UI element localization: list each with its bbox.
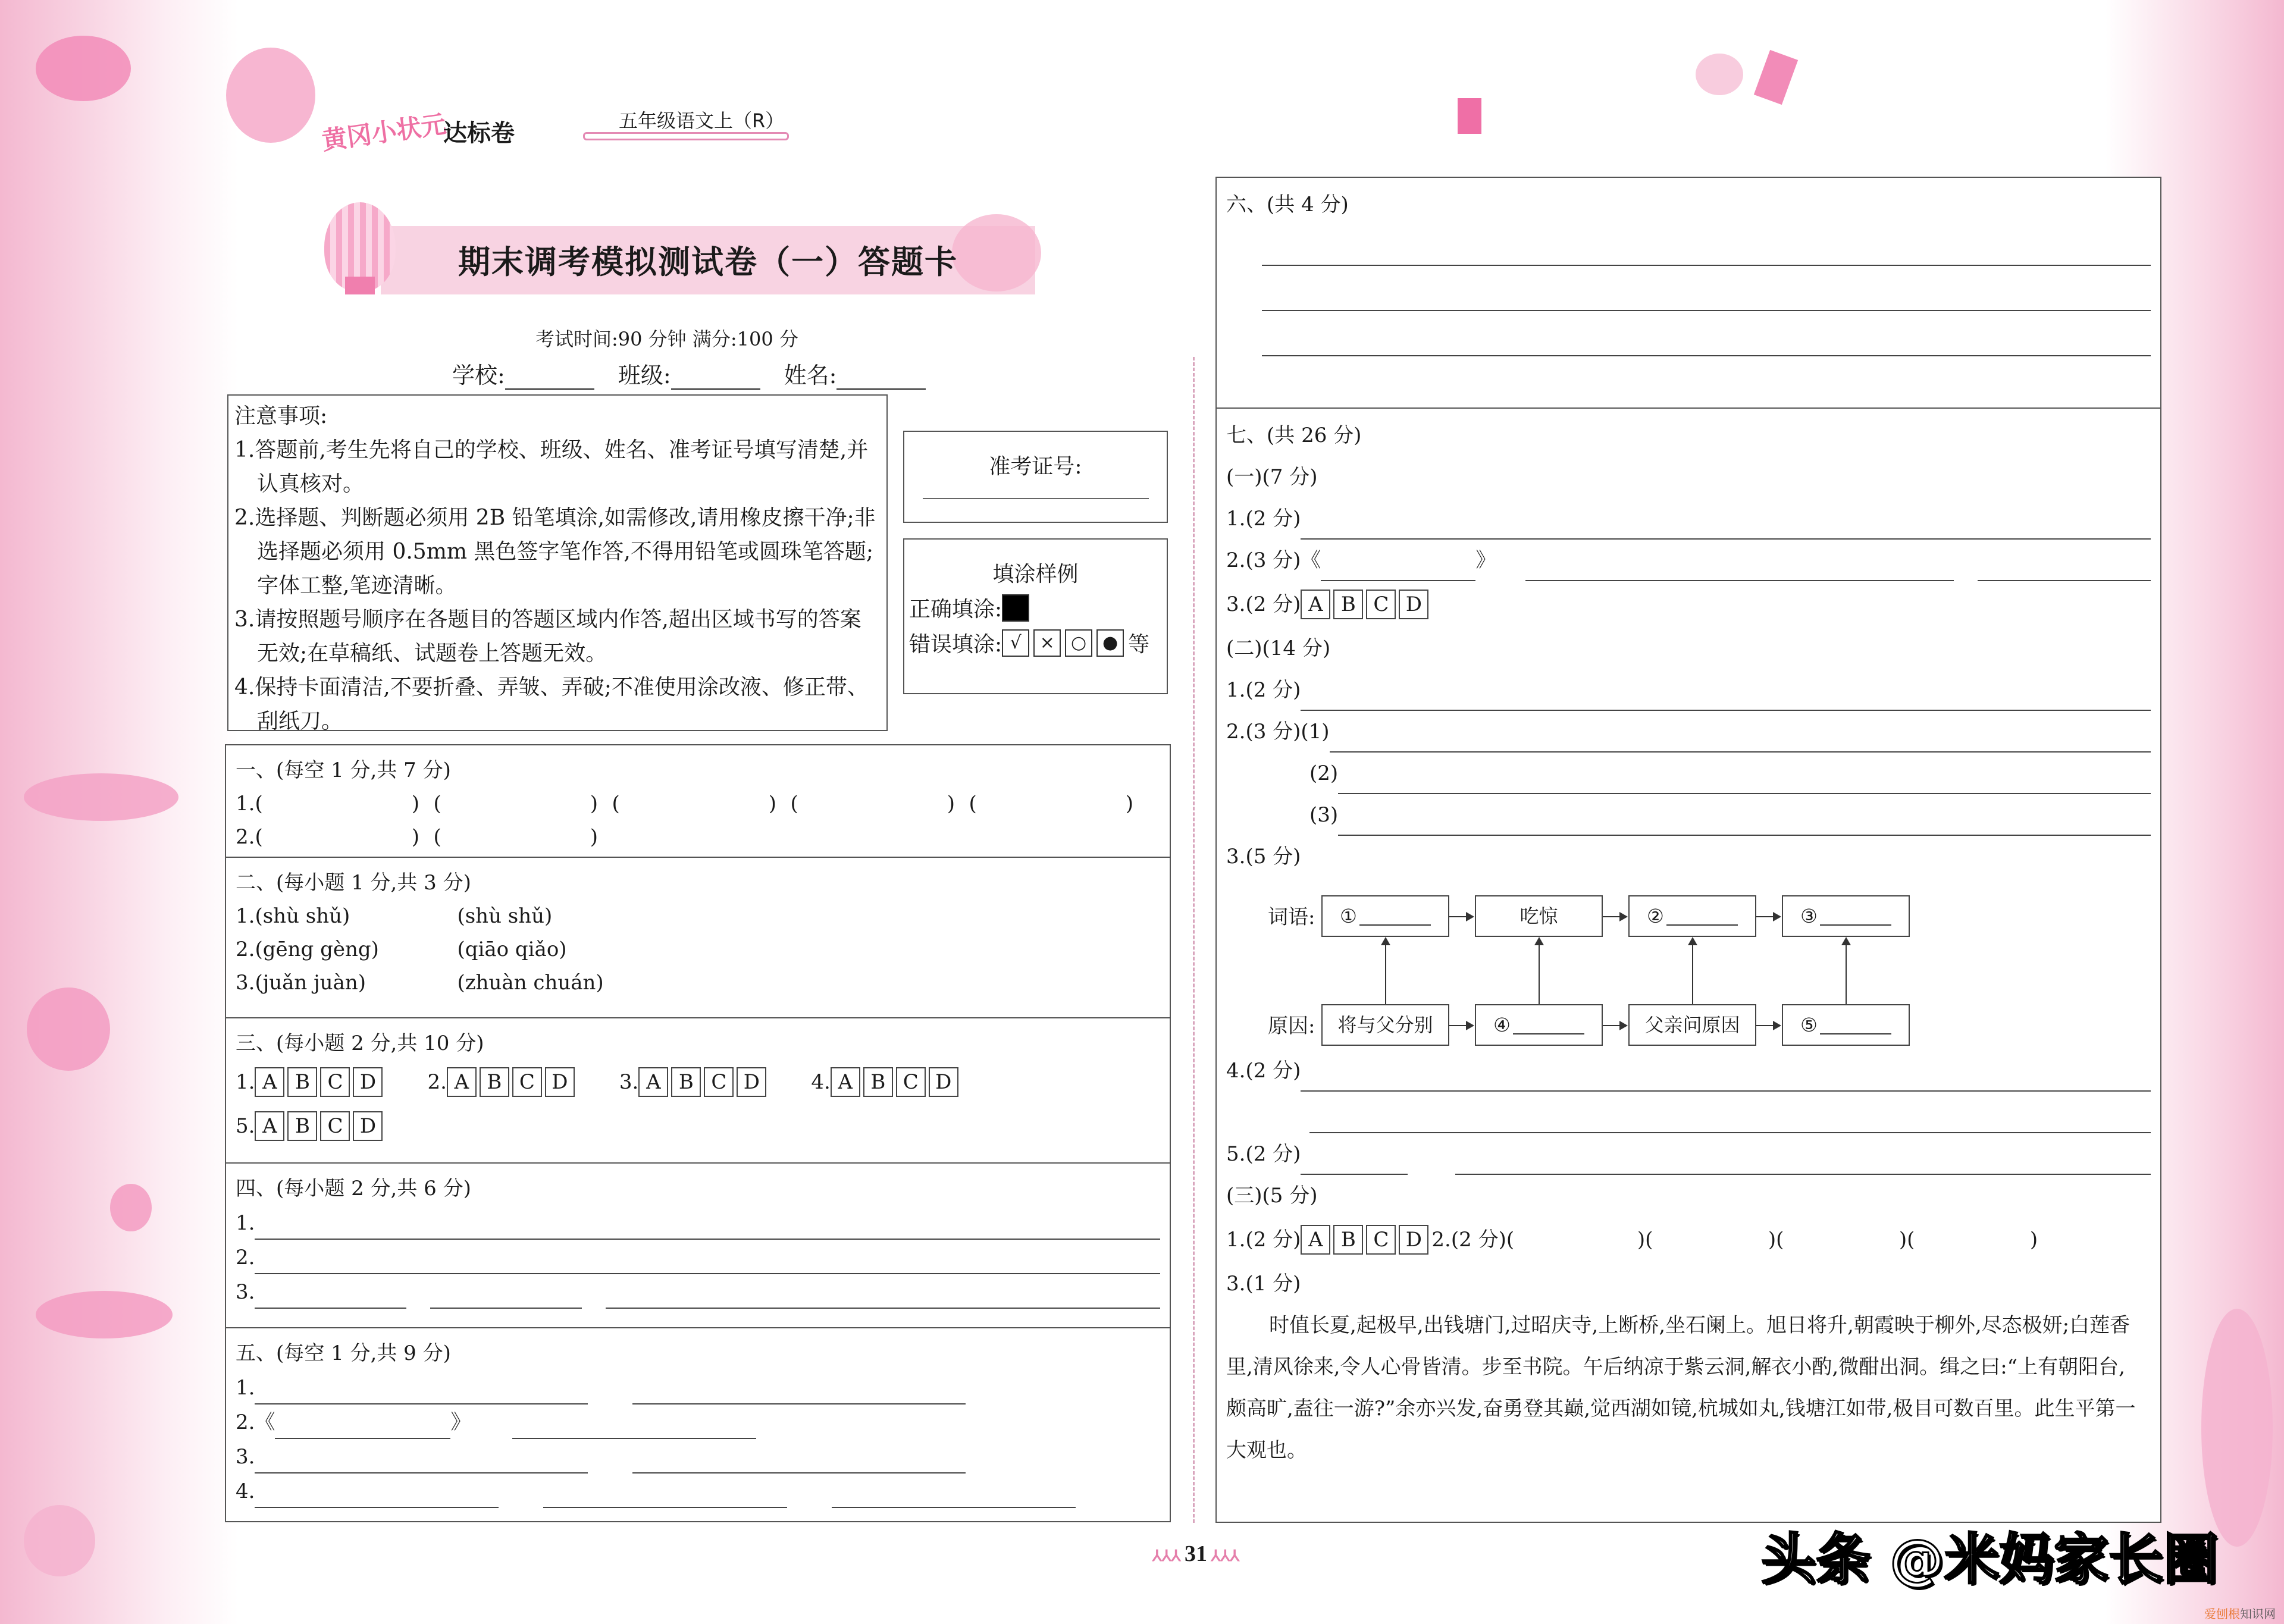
sun-icon <box>36 36 131 101</box>
answer-line[interactable] <box>1338 811 2151 836</box>
student-fields <box>452 357 926 390</box>
section-4-title: 四、(每小题 2 分,共 6 分) <box>236 1177 471 1200</box>
notice-item: 2.选择题、判断题必须用 2B 铅笔填涂,如需修改,请用橡皮擦干净;非选择题必须用 0.5mm 黑色签字笔作答,不得用铅笔或圆珠笔答题;字体工整,笔迹清晰。 <box>234 506 876 598</box>
option-a[interactable]: A <box>255 1067 284 1097</box>
filled-square-icon <box>1002 594 1029 622</box>
arrow-right-icon <box>1756 1025 1780 1026</box>
choice-q5: 5. A B C D <box>236 1109 386 1143</box>
filled-circle-icon: ● <box>1096 629 1124 657</box>
answer-line[interactable] <box>1301 1067 2151 1092</box>
exam-info: 考试时间:90 分钟 满分:100 分 <box>535 328 798 350</box>
s1-row-1: 1. ( ) ( ) ( ) ( ) ( ) <box>236 787 1160 820</box>
section-3-title: 三、(每小题 2 分,共 10 分) <box>236 1032 484 1055</box>
notice-item: 1.答题前,考生先将自己的学校、班级、姓名、准考证号填写清楚,并认真核对。 <box>234 438 869 496</box>
answer-line[interactable] <box>430 1284 582 1309</box>
section-4: 四、(每小题 2 分,共 6 分) 1. 2. 3. <box>225 1164 1171 1328</box>
arrow-up-icon <box>1692 938 1693 1004</box>
s1-row-2: 2. ( ) ( ) <box>236 820 1160 854</box>
answer-blank[interactable]: ( ) <box>255 792 419 816</box>
flow-reason-1: 将与父分别 <box>1321 1004 1449 1046</box>
choice-q2: 2. A B C D <box>427 1065 577 1099</box>
answer-line[interactable] <box>1338 769 2151 794</box>
exam-id-label: 准考证号: <box>989 454 1082 479</box>
option-a[interactable]: A <box>1301 590 1330 619</box>
pinyin-choice[interactable]: (gēng gèng) <box>255 938 379 961</box>
flow-reason-3: 父亲问原因 <box>1628 1004 1756 1046</box>
answer-blank[interactable]: )( <box>1898 1228 1915 1252</box>
part-1-title: (一)(7 分) <box>1226 465 1318 489</box>
ornament-icon: ⅄⅄⅄ <box>1152 1547 1185 1565</box>
section-6 <box>1217 178 2160 407</box>
choice-q3: 3. A B C D <box>619 1065 769 1099</box>
check-mark-icon: √ <box>1002 629 1029 657</box>
arrow-right-icon <box>1603 916 1627 917</box>
option-d[interactable]: D <box>737 1067 766 1097</box>
wrong-fill-suffix: 等 <box>1128 632 1150 657</box>
answer-line[interactable] <box>512 1414 756 1439</box>
answer-blank[interactable]: ( ) <box>255 825 419 849</box>
option-b[interactable]: B <box>1333 590 1363 619</box>
hot-air-balloon-icon <box>27 987 110 1071</box>
classical-passage: 时值长夏,起极早,出钱塘门,过昭庆寺,上断桥,坐石阑上。旭日将升,朝霞映于柳外,尽态极妍;白莲香里,清风徐来,令人心骨皆清。步至书院。午后纳凉于紫云洞,解衣小酌,微酣出洞。缉之曰:“上有朝阳台,颇高旷,盍往一游?”余亦兴发,奋勇登其巅,觉西湖如镜,杭城如丸,钱塘江如带,极目可数百里。此生平第一大观也。 <box>1226 1313 2136 1462</box>
book-title-line[interactable] <box>1321 556 1475 581</box>
page-number: ⅄⅄⅄ 31 ⅄⅄⅄ <box>1152 1541 1240 1566</box>
kite-icon <box>1754 50 1798 105</box>
answer-line[interactable] <box>1262 333 2151 356</box>
wind-turbine-icon <box>2201 1309 2273 1547</box>
answer-blank[interactable]: )( <box>1637 1228 1653 1252</box>
choice-q1: 1. A B C D <box>236 1065 386 1099</box>
pinyin-choice[interactable]: (zhuàn chuán) <box>457 971 604 995</box>
option-d[interactable]: D <box>353 1067 383 1097</box>
answer-line[interactable] <box>1301 515 2151 540</box>
option-a[interactable]: A <box>1301 1225 1330 1255</box>
option-b[interactable]: B <box>287 1067 317 1097</box>
fill-sample-box <box>903 538 1168 694</box>
answer-blank[interactable]: ( ) <box>433 792 598 816</box>
option-c[interactable]: C <box>1366 590 1396 619</box>
option-d[interactable]: D <box>1399 590 1428 619</box>
answer-blank[interactable]: ( ) <box>612 792 776 816</box>
airplane-icon <box>24 773 178 821</box>
option-d[interactable]: D <box>929 1067 958 1097</box>
flow-word-3[interactable]: ② <box>1628 895 1756 937</box>
school-field[interactable]: 学校: <box>452 357 594 390</box>
section-7-title: 七、(共 26 分) <box>1226 424 1362 447</box>
pinyin-row: 2. (gēng gèng) (qiāo qiǎo) <box>236 933 1160 966</box>
section-7: 七、(共 26 分) (一)(7 分) 1.(2 分) 2.(3 分)《 》 3.(2 分) A B C D (二)(14 分) 1.(2 分) 2.(3 分)(1) (2) (3) 3.(5 分) 词语: 原因: ① 吃惊 ② ③ 将与父分别 ④ 父亲问原因 ⑤ 4.(2 分) 5.(2 分) (三)(5 分) 1.(2 分) A B C D 2.(2 分) ( )( )( )( ) 3.(1 分) 时值长夏,起极早,出钱塘门,过昭庆寺,上断桥,坐石阑上。旭日将升,朝霞映于柳外,尽态极妍;白莲香里,清风徐来,令人心骨皆清。步至书院。午后纳凉于紫云洞,解衣小酌,微酣出洞。缉之曰:“上有朝阳台,颇高旷,盍往一游?”余亦兴发,奋勇登其巅,觉西湖如镜,杭城如丸,钱塘江如带,极目可数百里。此生平第一大观也。 <box>1217 407 2160 1477</box>
part-2-title: (二)(14 分) <box>1226 637 1331 660</box>
choice-q4: 4. A B C D <box>811 1065 961 1099</box>
arrow-right-icon <box>1449 1025 1473 1026</box>
cloud-icon <box>1696 54 1743 95</box>
kite-icon-small <box>1458 98 1481 134</box>
propeller-plane-icon <box>36 1291 173 1338</box>
option-d[interactable]: D <box>545 1067 575 1097</box>
notice-title: 注意事项: <box>234 404 328 428</box>
pinyin-choice[interactable]: (juǎn juàn) <box>255 971 366 995</box>
option-c[interactable]: C <box>896 1067 926 1097</box>
section-5-title: 五、(每空 1 分,共 9 分) <box>236 1341 451 1365</box>
flow-reason-2[interactable]: ④ <box>1475 1004 1603 1046</box>
brand-logo: 黄冈小状元 <box>319 109 448 156</box>
part-3-title: (三)(5 分) <box>1226 1184 1318 1208</box>
option-d[interactable]: D <box>353 1111 383 1141</box>
answer-line[interactable] <box>832 1483 1076 1508</box>
ornament-icon: ⅄⅄⅄ <box>1207 1547 1240 1565</box>
answer-blank[interactable]: )( <box>1768 1228 1784 1252</box>
answer-blank[interactable]: ( <box>1506 1228 1515 1252</box>
answer-line[interactable] <box>543 1483 787 1508</box>
page-title: 期末调考模拟测试卷（一）答题卡 <box>458 243 958 281</box>
wrong-fill-label: 错误填涂: <box>909 632 1002 657</box>
fill-sample-title: 填涂样例 <box>992 562 1079 587</box>
answer-line[interactable] <box>1301 1150 1408 1175</box>
flow-word-1[interactable]: ① <box>1321 895 1449 937</box>
series-label: 达标卷 <box>443 120 515 147</box>
answer-line[interactable] <box>255 1215 1160 1240</box>
right-answer-box <box>1215 177 2161 1523</box>
class-field[interactable]: 班级: <box>618 357 760 390</box>
answer-line[interactable] <box>255 1449 588 1473</box>
section-5: 五、(每空 1 分,共 9 分) 1. 2.《 》 3. 4. <box>225 1328 1171 1522</box>
answer-blank[interactable]: ( ) <box>790 792 955 816</box>
answer-blank[interactable]: ( ) <box>433 825 598 849</box>
balloon-basket-icon <box>345 277 375 294</box>
section-2-title: 二、(每小题 1 分,共 3 分) <box>236 871 471 895</box>
section-3 <box>225 1018 1171 1164</box>
option-b[interactable]: B <box>287 1111 317 1141</box>
section-1 <box>225 744 1171 858</box>
answer-line[interactable] <box>1301 686 2151 711</box>
option-c[interactable]: C <box>320 1111 350 1141</box>
answer-line[interactable] <box>632 1449 966 1473</box>
arrow-up-icon <box>1385 938 1386 1004</box>
notice-item: 4.保持卡面清洁,不要折叠、弄皱、弄破;不准使用涂改液、修正带、刮纸刀。 <box>234 675 869 733</box>
pinyin-choice[interactable]: (shù shǔ) <box>255 904 350 928</box>
answer-line[interactable] <box>1262 242 2151 266</box>
exam-id-box <box>903 431 1168 523</box>
mascot-icon <box>226 48 315 143</box>
flow-reason-4[interactable]: ⑤ <box>1782 1004 1910 1046</box>
notice-box <box>227 394 888 731</box>
option-a[interactable]: A <box>831 1067 860 1097</box>
option-b[interactable]: B <box>863 1067 893 1097</box>
answer-line[interactable] <box>255 1249 1160 1274</box>
name-field[interactable]: 姓名: <box>784 357 926 390</box>
correct-fill-label: 正确填涂: <box>909 597 1002 622</box>
windmill-icon <box>24 1505 95 1576</box>
arrow-right-icon <box>1756 916 1780 917</box>
option-d[interactable]: D <box>1399 1225 1428 1255</box>
option-a[interactable]: A <box>638 1067 668 1097</box>
answer-line[interactable] <box>255 1483 499 1508</box>
answer-line[interactable] <box>1309 1108 2151 1133</box>
book-title-line[interactable] <box>275 1414 450 1439</box>
flow-word-2: 吃惊 <box>1475 895 1603 937</box>
answer-line[interactable] <box>1978 556 2151 581</box>
option-b[interactable]: B <box>671 1067 701 1097</box>
section-1-title: 一、(每空 1 分,共 7 分) <box>236 758 451 782</box>
answer-line[interactable] <box>1525 556 1954 581</box>
answer-line[interactable] <box>1455 1150 2151 1175</box>
pinyin-choice[interactable]: (shù shǔ) <box>457 904 553 928</box>
pinyin-row: 3. (juǎn juàn) (zhuàn chuán) <box>236 966 1160 999</box>
scroll-decoration <box>583 132 789 140</box>
option-c[interactable]: C <box>704 1067 734 1097</box>
small-balloon-icon <box>110 1184 152 1231</box>
q3-label: 3.(5 分) <box>1226 845 1301 869</box>
pinyin-row: 1. (shù shǔ) (shù shǔ) <box>236 899 1160 933</box>
answer-line[interactable] <box>255 1380 588 1404</box>
option-b[interactable]: B <box>1333 1225 1363 1255</box>
answer-line[interactable] <box>1330 728 2151 753</box>
cross-mark-icon: × <box>1033 629 1061 657</box>
watermark: 头条 @米妈家长圈 <box>1761 1528 2219 1591</box>
fold-line <box>1193 357 1195 1523</box>
flow-diagram: 词语: 原因: ① 吃惊 ② ③ 将与父分别 ④ 父亲问原因 ⑤ <box>1226 877 2151 1050</box>
answer-line[interactable] <box>1262 287 2151 311</box>
answer-blank[interactable]: ( ) <box>969 792 1133 816</box>
option-c[interactable]: C <box>512 1067 542 1097</box>
option-c[interactable]: C <box>320 1067 350 1097</box>
notice-item: 3.请按照题号顺序在各题目的答题区域内作答,超出区域书写的答案无效;在草稿纸、试题卷上答题无效。 <box>234 607 861 666</box>
section-6-title: 六、(共 4 分) <box>1226 193 1349 217</box>
answer-line[interactable] <box>255 1284 406 1309</box>
arrow-right-icon <box>1603 1025 1627 1026</box>
arrow-right-icon <box>1449 916 1473 917</box>
flow-word-4[interactable]: ③ <box>1782 895 1910 937</box>
answer-line[interactable] <box>606 1284 1160 1309</box>
arrow-up-icon <box>1539 938 1540 1004</box>
section-2 <box>225 858 1171 1018</box>
option-b[interactable]: B <box>480 1067 509 1097</box>
empty-circle-icon: ○ <box>1065 629 1092 657</box>
grade-tag: 五年级语文上（R） <box>619 109 785 132</box>
arrow-up-icon <box>1846 938 1847 1004</box>
option-c[interactable]: C <box>1366 1225 1396 1255</box>
option-a[interactable]: A <box>255 1111 284 1141</box>
option-a[interactable]: A <box>447 1067 477 1097</box>
exam-id-input[interactable] <box>923 498 1149 499</box>
site-mark: 爱刨根知识网 <box>2204 1607 2276 1621</box>
pinyin-choice[interactable]: (qiāo qiǎo) <box>457 938 567 961</box>
answer-line[interactable] <box>632 1380 966 1404</box>
